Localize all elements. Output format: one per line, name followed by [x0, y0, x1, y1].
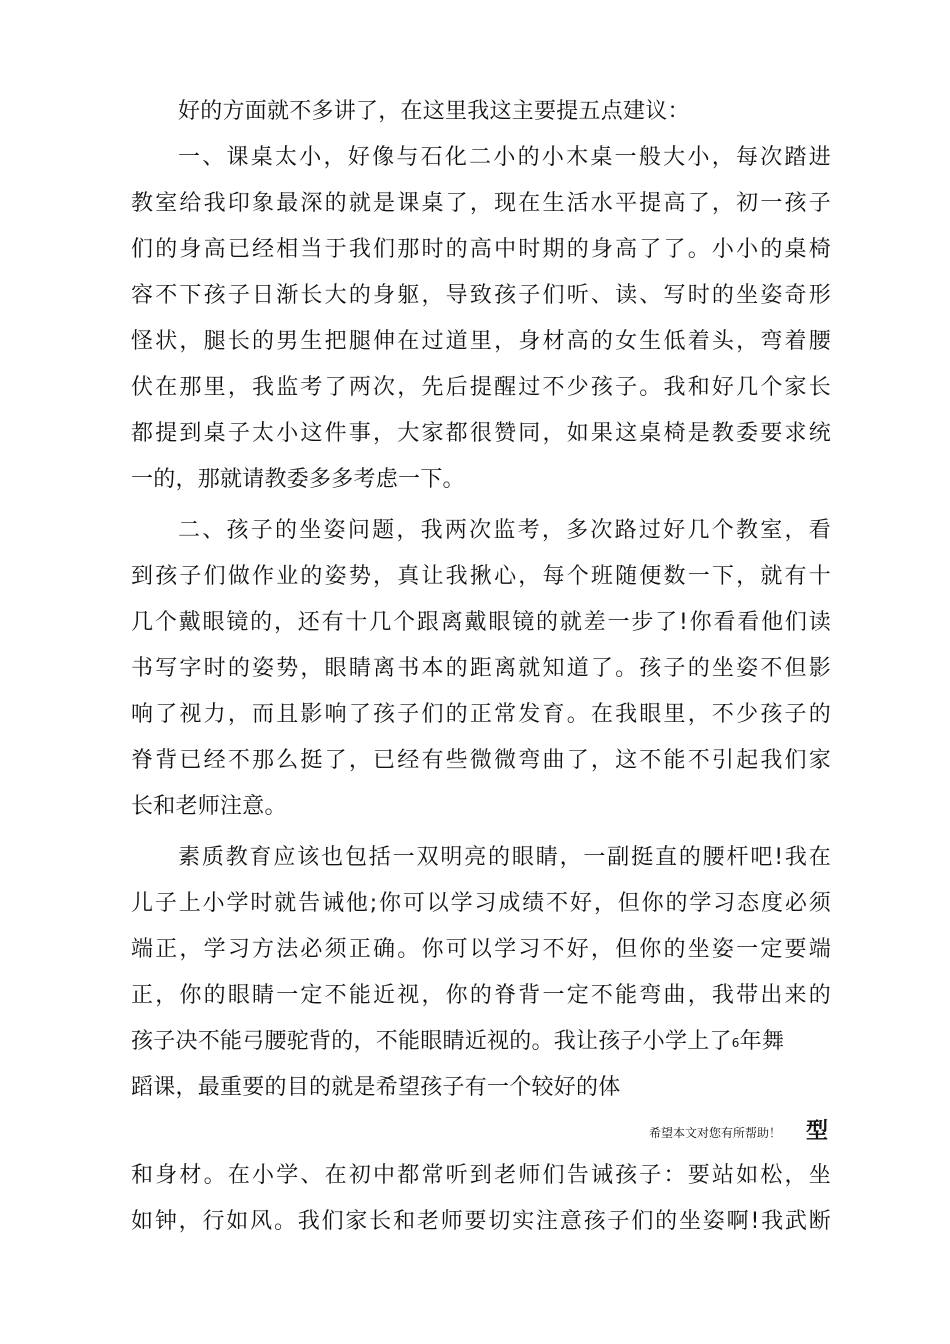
text-line: 伏在那里，我监考了两次，先后提醒过不少孩子。我和好几个家长: [131, 375, 831, 400]
text-line: 素质教育应该也包括一双明亮的眼睛，一副挺直的腰杆吧!我在: [178, 845, 831, 870]
text-line: 蹈课，最重要的目的就是希望孩子有一个较好的体: [131, 1075, 621, 1100]
text-line: [131, 1024, 831, 1060]
text-segment: 孩子决不能弓腰驼背的，不能眼睛近视的。我让孩子小学上了: [131, 1029, 732, 1054]
text-line: 长和老师注意。: [131, 794, 287, 819]
text-line: 教室给我印象最深的就是课桌了，现在生活水平提高了，初一孩子: [131, 191, 831, 216]
text-line: 响了视力，而且影响了孩子们的正常发育。在我眼里，不少孩子的: [131, 702, 831, 727]
footer-char: 型: [806, 1119, 829, 1144]
footer-help-note: 希望本文对您有所帮助！: [649, 1126, 782, 1140]
text-line: 们的身高已经相当于我们那时的高中时期的身高了了。小小的桌椅: [131, 237, 831, 262]
text-line: 几个戴眼镜的，还有十几个跟离戴眼镜的就差一步了!你看看他们读: [131, 610, 831, 635]
text-line: 到孩子们做作业的姿势，真让我揪心，每个班随便数一下，就有十: [131, 564, 831, 589]
text-line: 好的方面就不多讲了，在这里我这主要提五点建议：: [178, 99, 690, 124]
text-line: 怪状，腿长的男生把腿伸在过道里，身材高的女生低着头，弯着腰: [131, 329, 831, 354]
text-line: 正，你的眼睛一定不能近视，你的脊背一定不能弯曲，我带出来的: [131, 983, 831, 1008]
text-line: 儿子上小学时就告诫他;你可以学习成绩不好，但你的学习态度必须: [131, 891, 831, 916]
text-line: 一的，那就请教委多多考虑一下。: [131, 467, 465, 492]
text-line: 都提到桌子太小这件事，大家都很赞同，如果这桌椅是教委要求统: [131, 421, 831, 446]
text-line: 书写字时的姿势，眼睛离书本的距离就知道了。孩子的坐姿不但影: [131, 656, 831, 681]
text-line: 端正，学习方法必须正确。你可以学习不好，但你的坐姿一定要端: [131, 937, 831, 962]
text-line: 一、课桌太小，好像与石化二小的小木桌一般大小，每次踏进: [178, 145, 831, 170]
text-line: 容不下孩子日渐长大的身躯，导致孩子们听、读、写时的坐姿奇形: [131, 283, 831, 308]
text-line: 二、孩子的坐姿问题，我两次监考，多次路过好几个教室，看: [178, 518, 831, 543]
text-line: 和身材。在小学、在初中都常听到老师们告诫孩子：要站如松，坐: [131, 1163, 831, 1188]
text-line: 如钟，行如风。我们家长和老师要切实注意孩子们的坐姿啊!我武断: [131, 1209, 831, 1234]
number-6: 6: [731, 1036, 740, 1050]
text-line: 脊背已经不那么挺了，已经有些微微弯曲了，这不能不引起我们家: [131, 748, 831, 773]
text-segment: 年舞: [739, 1029, 785, 1054]
